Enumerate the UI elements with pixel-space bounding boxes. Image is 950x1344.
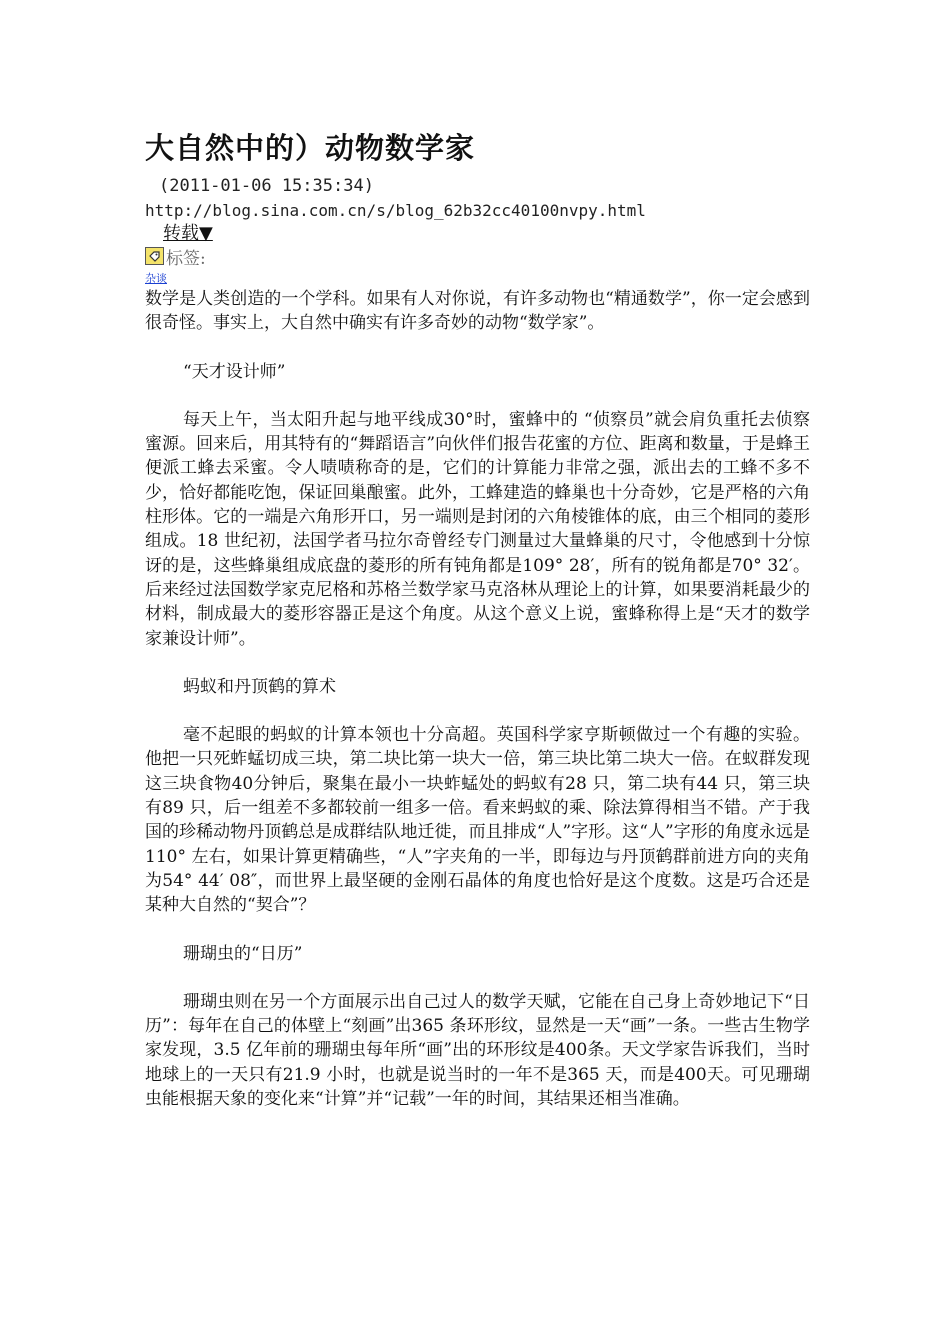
section-paragraph: 珊瑚虫则在另一个方面展示出自己过人的数学天赋，它能在自己身上奇妙地记下“日历”：每年在自己的体壁上“刻画”出365 条环形纹，显然是一天“画”一条。一些古生物学家发现，3.5 亿年前的珊瑚虫每年所“画”出的环形纹是400条。天文学家告诉我们，当时地球上的一天只有21.9 小时，也就是说当时的一年不是365 天，而是400天。可见珊瑚虫能根据天象的变化来“计算”并“记载”一年的时间，其结果还相当准确。 xyxy=(145,991,810,1110)
article-body xyxy=(145,287,810,1111)
section-heading: 珊瑚虫的“日历” xyxy=(183,943,303,964)
section-paragraph: 毫不起眼的蚂蚁的计算本领也十分高超。英国科学家亨斯顿做过一个有趣的实验。他把一只死蚱蜢切成三块，第二块比第一块大一倍，第三块比第二块大一倍。在蚁群发现这三块食物40分钟后，聚集在最小一块蚱蜢处的蚂蚁有28 只，第二块有44 只，第三块有89 只，后一组差不多都较前一组多一倍。看来蚂蚁的乘、除法算得相当不错。产于我国的珍稀动物丹顶鹤总是成群结队地迁徙，而且排成“人”字形。这“人”字形的角度永远是110° 左右，如果计算更精确些，“人”字夹角的一半，即每边与丹顶鹤群前进方向的夹角为54° 44′ 08″，而世界上最坚硬的金刚石晶体的角度也恰好是这个度数。这是巧合还是某种大自然的“契合”？ xyxy=(145,725,810,916)
tag-icon xyxy=(145,247,164,265)
section-paragraph: 每天上午，当太阳升起与地平线成30°时，蜜蜂中的 “侦察员”就会肩负重托去侦察蜜源。回来后，用其特有的“舞蹈语言”向伙伴们报告花蜜的方位、距离和数量，于是蜂王便派工蜂去采蜜。令人啧啧称奇的是，它们的计算能力非常之强，派出去的工蜂不多不少，恰好都能吃饱，保证回巢酿蜜。此外，工蜂建造的蜂巢也十分奇妙，它是严格的六角柱形体。它的一端是六角形开口，另一端则是封闭的六角棱锥体的底，由三个相同的菱形组成。18 世纪初，法国学者马拉尔奇曾经专门测量过大量蜂巢的尺寸，令他感到十分惊讶的是，这些蜂巢组成底盘的菱形的所有钝角都是109° 28′，所有的锐角都是70° 32′。后来经过法国数学家克尼格和苏格兰数学家马克洛林从理论上的计算，如果要消耗最少的材料，制成最大的菱形容器正是这个角度。从这个意义上说，蜜蜂称得上是“天才的数学家兼设计师”。 xyxy=(145,409,810,649)
article-date: (2011-01-06 15:35:34) xyxy=(159,176,374,196)
section-heading: “天才设计师” xyxy=(183,361,286,382)
section-heading: 蚂蚁和丹顶鹤的算术 xyxy=(183,676,336,697)
intro-paragraph: 数学是人类创造的一个学科。如果有人对你说，有许多动物也“精通数学”，你一定会感到很奇怪。事实上，大自然中确实有许多奇妙的动物“数学家”。 xyxy=(145,289,810,334)
tag-link[interactable]: 杂谈 xyxy=(145,272,167,285)
tags-row xyxy=(145,245,810,267)
tags-label: 标签: xyxy=(166,248,206,269)
article-title: 大自然中的）动物数学家 xyxy=(145,131,476,165)
article xyxy=(145,128,810,1111)
article-url[interactable]: http://blog.sina.com.cn/s/blog_62b32cc40100nvpy.html xyxy=(145,201,646,220)
repost-button[interactable]: 转载▼ xyxy=(163,223,213,244)
